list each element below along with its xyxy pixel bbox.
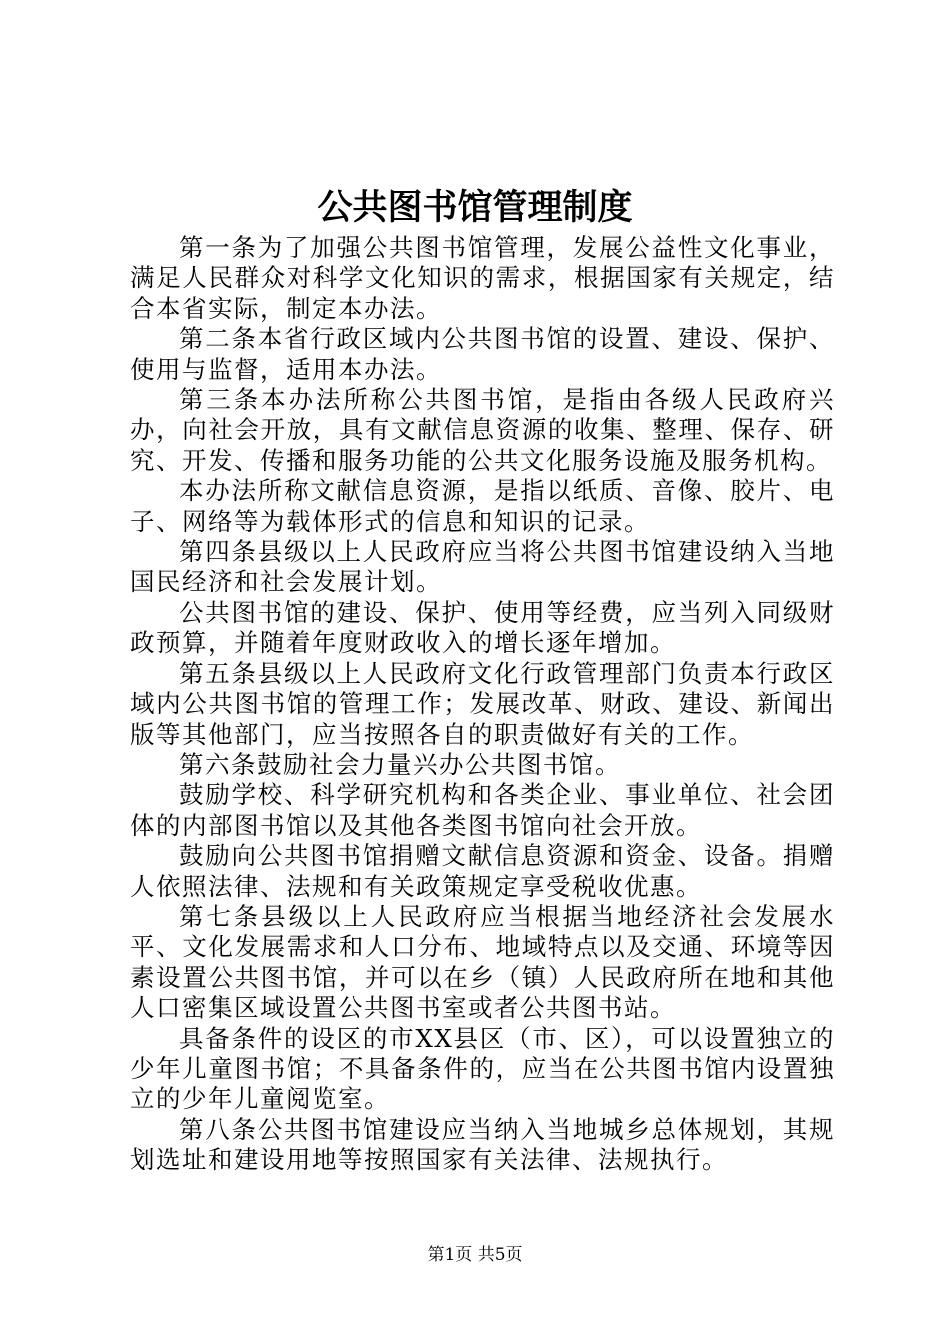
paragraph-9: 鼓励学校、科学研究机构和各类企业、事业单位、社会团体的内部图书馆以及其他各类图书馆向社会开放。 [130,780,835,840]
paragraph-4: 本办法所称文献信息资源，是指以纸质、音像、胶片、电子、网络等为载体形式的信息和知识的记录。 [130,476,835,536]
paragraph-2: 第二条本省行政区域内公共图书馆的设置、建设、保护、使用与监督，适用本办法。 [130,324,835,384]
paragraph-1: 第一条为了加强公共图书馆管理，发展公益性文化事业，满足人民群众对科学文化知识的需求，根据国家有关规定，结合本省实际，制定本办法。 [130,233,835,323]
paragraph-5: 第四条县级以上人民政府应当将公共图书馆建设纳入当地国民经济和社会发展计划。 [130,537,835,597]
paragraph-12: 具备条件的设区的市XX县区（市、区），可以设置独立的少年儿童图书馆；不具备条件的，应当在公共图书馆内设置独立的少年儿童阅览室。 [130,1023,835,1114]
paragraph-7: 第五条县级以上人民政府文化行政管理部门负责本行政区域内公共图书馆的管理工作；发展改革、财政、建设、新闻出版等其他部门，应当按照各自的职责做好有关的工作。 [130,658,835,749]
paragraph-11: 第七条县级以上人民政府应当根据当地经济社会发展水平、文化发展需求和人口分布、地域特点以及交通、环境等因素设置公共图书馆，并可以在乡（镇）人民政府所在地和其他人口密集区域设置公共图书室或者公共图书站。 [130,901,835,1023]
document-title: 公共图书馆管理制度 [317,187,633,228]
paragraph-6: 公共图书馆的建设、保护、使用等经费，应当列入同级财政预算，并随着年度财政收入的增长逐年增加。 [130,597,835,658]
paragraph-3: 第三条本办法所称公共图书馆，是指由各级人民政府兴办，向社会开放，具有文献信息资源的收集、整理、保存、研究、开发、传播和服务功能的公共文化服务设施及服务机构。 [130,385,835,475]
paragraph-13: 第八条公共图书馆建设应当纳入当地城乡总体规划，其规划选址和建设用地等按照国家有关法律、法规执行。 [130,1114,835,1175]
page-footer: 第1页 共5页 [427,1245,523,1265]
paragraph-10: 鼓励向公共图书馆捐赠文献信息资源和资金、设备。捐赠人依照法律、法规和有关政策规定享受税收优惠。 [130,841,835,901]
document-body [130,233,835,1176]
paragraph-8: 第六条鼓励社会力量兴办公共图书馆。 [179,749,621,779]
